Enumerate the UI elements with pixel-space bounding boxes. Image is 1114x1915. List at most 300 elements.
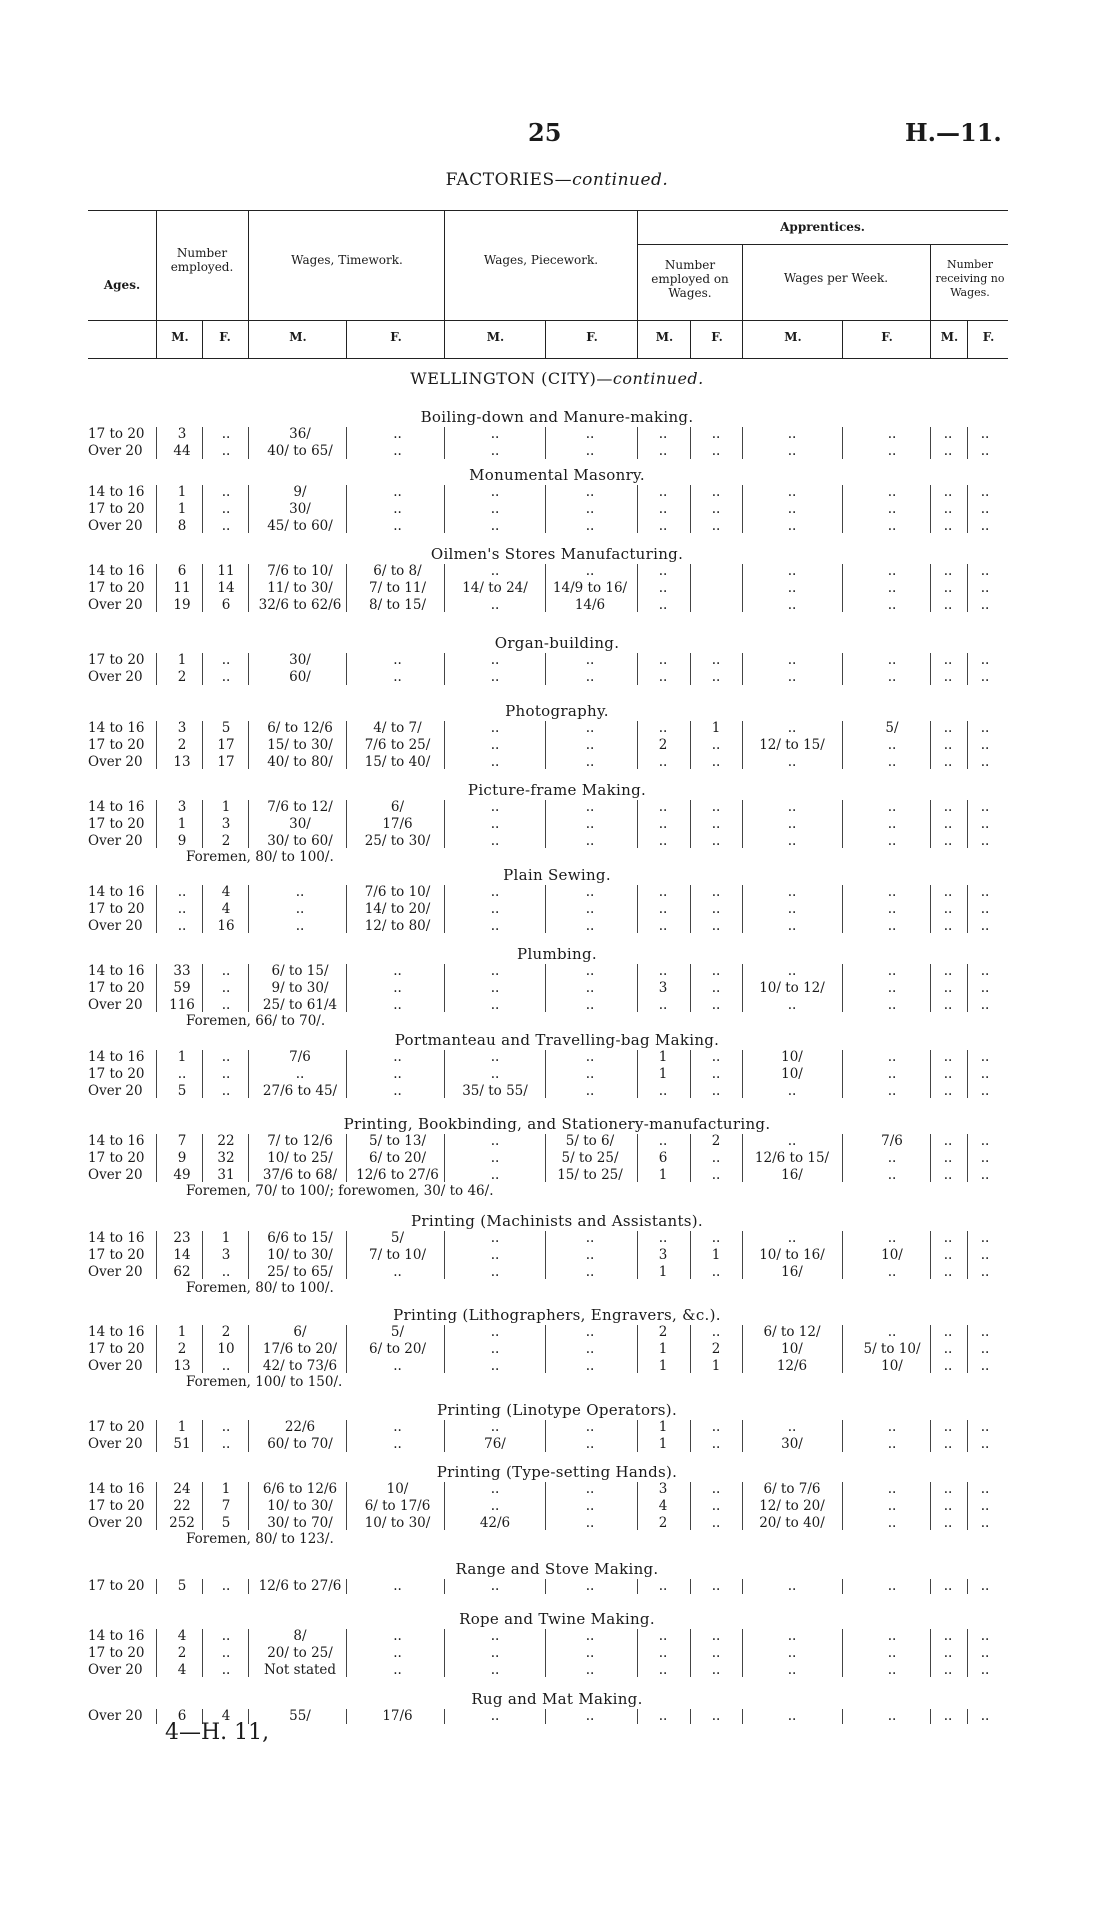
column-rule	[346, 1050, 347, 1098]
header-rm: M.	[940, 330, 959, 344]
cell-pf: ..	[585, 1263, 595, 1280]
cell-af: ..	[711, 1419, 721, 1435]
cell-pm: ..	[490, 1644, 500, 1661]
cell-rf: ..	[980, 799, 990, 815]
cell-rf: ..	[980, 442, 990, 459]
cell-rm: ..	[943, 1708, 953, 1724]
column-rule	[444, 1134, 445, 1182]
column-rule	[842, 1709, 843, 1724]
cell-nm: 2	[177, 668, 187, 685]
cell-nm: 14	[173, 1246, 191, 1263]
cell-am: 1	[658, 1166, 668, 1183]
cell-am: ..	[658, 917, 668, 934]
cell-am: ..	[658, 1133, 668, 1149]
column-rule	[967, 885, 968, 933]
cell-am: ..	[658, 884, 668, 900]
cell-wf: ..	[887, 753, 897, 770]
table-row	[0, 563, 1114, 581]
header-ages: Ages.	[103, 278, 141, 292]
cell-rm: ..	[943, 563, 953, 579]
cell-tm: 7/6	[289, 1049, 311, 1065]
cell-rf: ..	[980, 596, 990, 613]
cell-rf: ..	[980, 1481, 990, 1497]
cell-nf: ..	[221, 426, 231, 442]
cell-am: ..	[658, 799, 668, 815]
cell-rf: ..	[980, 1263, 990, 1280]
cell-nf: ..	[221, 1263, 231, 1280]
cell-tm: 9/	[293, 484, 307, 500]
cell-am: ..	[658, 1230, 668, 1246]
cell-pf: ..	[585, 753, 595, 770]
cell-nf: 3	[221, 815, 231, 832]
cell-af: ..	[711, 1661, 721, 1678]
column-rule	[248, 885, 249, 933]
header-af: F.	[711, 330, 723, 344]
header-nf: F.	[219, 330, 231, 344]
cell-pf: ..	[585, 1708, 595, 1724]
cell-nf: 4	[221, 1708, 231, 1724]
table-row	[0, 669, 1114, 687]
cell-af: ..	[711, 442, 721, 459]
cell-wm: ..	[787, 900, 797, 917]
cell-af: ..	[711, 652, 721, 668]
column-rule	[346, 1629, 347, 1677]
cell-wm: ..	[787, 1661, 797, 1678]
column-rule	[156, 1629, 157, 1677]
column-rule	[248, 1420, 249, 1452]
cell-nm: ..	[177, 884, 187, 900]
cell-nf: ..	[221, 996, 231, 1013]
cell-tm: 7/6 to 10/	[267, 563, 333, 579]
cell-pm: ..	[490, 1166, 500, 1183]
cell-am: 1	[658, 1049, 668, 1065]
cell-am: 2	[658, 736, 668, 753]
column-rule	[444, 800, 445, 848]
cell-af: ..	[711, 832, 721, 849]
cell-pf: ..	[585, 1065, 595, 1082]
column-rule	[545, 564, 546, 612]
table-row	[0, 720, 1114, 738]
column-rule	[346, 800, 347, 848]
cell-tf: 4/ to 7/	[373, 720, 422, 736]
cell-rf: ..	[980, 1324, 990, 1340]
cell-rf: ..	[980, 900, 990, 917]
age-cell: Over 20	[88, 1263, 143, 1280]
column-rule	[842, 1050, 843, 1098]
cell-pm: ..	[490, 736, 500, 753]
cell-am: 4	[658, 1497, 668, 1514]
column-rule	[202, 653, 203, 685]
cell-tm: 30/	[289, 500, 311, 517]
cell-wm: ..	[787, 753, 797, 770]
column-rule	[156, 721, 157, 769]
cell-tf: ..	[393, 426, 402, 442]
cell-am: ..	[658, 442, 668, 459]
table-row	[0, 1049, 1114, 1067]
cell-wm: ..	[787, 1644, 797, 1661]
column-rule	[202, 1050, 203, 1098]
column-rule	[637, 1325, 638, 1373]
cell-pm: ..	[490, 1340, 500, 1357]
cell-rm: ..	[943, 1166, 953, 1183]
cell-af: ..	[711, 1049, 721, 1065]
column-rule	[930, 564, 931, 612]
cell-pf: ..	[585, 979, 595, 996]
column-rule	[444, 427, 445, 459]
cell-pm: ..	[490, 832, 500, 849]
section-title: Organ-building.	[494, 634, 620, 652]
cell-rf: ..	[980, 1065, 990, 1082]
age-cell: Over 20	[88, 1357, 143, 1374]
cell-wm: ..	[787, 1578, 797, 1594]
header-wages-timework: Wages, Timework.	[291, 253, 403, 267]
cell-pf: ..	[585, 884, 595, 900]
column-rule	[637, 1134, 638, 1182]
cell-pf: ..	[585, 1628, 595, 1644]
cell-nm: 11	[173, 579, 191, 596]
column-rule	[248, 1134, 249, 1182]
cell-nm: 116	[169, 996, 195, 1013]
column-rule	[444, 1709, 445, 1724]
cell-wf: ..	[887, 1149, 897, 1166]
cell-rf: ..	[980, 1230, 990, 1246]
cell-pf: ..	[585, 996, 595, 1013]
cell-pm: ..	[490, 596, 500, 613]
column-rule	[967, 1629, 968, 1677]
foremen-note: Foremen, 80/ to 100/.	[186, 1280, 334, 1297]
column-rule	[444, 1482, 445, 1530]
cell-wf: ..	[887, 1082, 897, 1099]
city-title: WELLINGTON (CITY)—continued.	[410, 369, 704, 388]
cell-rm: ..	[943, 979, 953, 996]
column-rule	[444, 564, 445, 612]
column-rule	[742, 653, 743, 685]
cell-rf: ..	[980, 1514, 990, 1531]
cell-wm: ..	[787, 917, 797, 934]
column-rule	[742, 1134, 743, 1182]
cell-af: ..	[711, 753, 721, 770]
cell-tf: 6/ to 17/6	[364, 1497, 431, 1514]
cell-tf: ..	[393, 517, 402, 534]
cell-tf: 14/ to 20/	[364, 900, 431, 917]
column-rule	[842, 1420, 843, 1452]
cell-wf: ..	[887, 1497, 897, 1514]
cell-tm: 30/	[289, 815, 311, 832]
cell-pf: ..	[585, 484, 595, 500]
column-rule	[842, 427, 843, 459]
column-rule	[930, 1420, 931, 1452]
age-cell: 17 to 20	[88, 426, 145, 442]
cell-tf: ..	[393, 1263, 402, 1280]
column-rule	[156, 1134, 157, 1182]
cell-tm: 7/6 to 12/	[267, 799, 333, 815]
cell-wm: ..	[787, 1628, 797, 1644]
table-row	[0, 980, 1114, 998]
cell-wf: ..	[887, 1628, 897, 1644]
cell-pm: ..	[490, 1661, 500, 1678]
cell-tm: 17/6 to 20/	[262, 1340, 338, 1357]
cell-rm: ..	[943, 668, 953, 685]
cell-wm: 10/	[781, 1049, 803, 1065]
table-row	[0, 1247, 1114, 1265]
column-rule	[637, 1709, 638, 1724]
cell-af: 1	[711, 1246, 721, 1263]
cell-af: ..	[711, 426, 721, 442]
cell-rf: ..	[980, 1628, 990, 1644]
cell-nf: ..	[221, 652, 231, 668]
table-row	[0, 1481, 1114, 1499]
age-cell: 17 to 20	[88, 736, 145, 753]
cell-tm: 10/ to 30/	[267, 1497, 333, 1514]
cell-rm: ..	[943, 1230, 953, 1246]
cell-tf: 6/ to 20/	[369, 1340, 426, 1357]
cell-wf: ..	[887, 563, 897, 579]
cell-tf: ..	[393, 979, 402, 996]
cell-tf: 17/6	[382, 1708, 413, 1724]
cell-am: 2	[658, 1514, 668, 1531]
column-rule	[545, 1231, 546, 1279]
cell-af: ..	[711, 1065, 721, 1082]
cell-pf: ..	[585, 1497, 595, 1514]
cell-nm: 3	[177, 799, 187, 815]
age-cell: 14 to 16	[88, 720, 145, 736]
table-row	[0, 652, 1114, 670]
column-rule	[202, 1231, 203, 1279]
column-rule	[156, 653, 157, 685]
column-rule	[202, 885, 203, 933]
column-rule	[690, 564, 691, 612]
cell-wf: 10/	[881, 1246, 903, 1263]
column-rule	[545, 1050, 546, 1098]
header-nm: M.	[171, 330, 189, 344]
column-rule	[842, 721, 843, 769]
cell-nm: 1	[177, 484, 187, 500]
cell-nm: 4	[177, 1628, 187, 1644]
cell-am: ..	[658, 963, 668, 979]
age-cell: 14 to 16	[88, 563, 145, 579]
cell-nf: ..	[221, 1049, 231, 1065]
cell-tf: 5/	[390, 1324, 405, 1340]
cell-nf: ..	[221, 668, 231, 685]
age-cell: 17 to 20	[88, 979, 145, 996]
age-cell: 17 to 20	[88, 1065, 145, 1082]
cell-nm: 24	[173, 1481, 191, 1497]
column-rule	[444, 964, 445, 1012]
cell-wm: ..	[787, 484, 797, 500]
cell-tf: 7/ to 10/	[369, 1246, 426, 1263]
cell-rm: ..	[943, 832, 953, 849]
cell-nf: 1	[221, 799, 231, 815]
column-rule	[444, 485, 445, 533]
cell-nf: 32	[217, 1149, 235, 1166]
cell-pf: 5/ to 25/	[561, 1149, 619, 1166]
cell-nf: 10	[217, 1340, 235, 1357]
cell-tm: 27/6 to 45/	[262, 1082, 338, 1099]
cell-pm: ..	[490, 1230, 500, 1246]
cell-pm: ..	[490, 1149, 500, 1166]
cell-pf: ..	[585, 563, 595, 579]
table-row	[0, 597, 1114, 615]
cell-rf: ..	[980, 917, 990, 934]
cell-nm: 6	[177, 1708, 187, 1724]
column-rule	[202, 1579, 203, 1594]
section-title: Portmanteau and Travelling-bag Making.	[394, 1031, 720, 1049]
column-rule	[545, 485, 546, 533]
cell-nf: 17	[217, 736, 235, 753]
cell-tm: 15/ to 30/	[267, 736, 333, 753]
cell-af: ..	[711, 1263, 721, 1280]
cell-wm: ..	[787, 563, 797, 579]
column-rule	[930, 1325, 931, 1373]
column-rule	[248, 1629, 249, 1677]
table-row	[0, 1419, 1114, 1437]
column-rule	[545, 1629, 546, 1677]
cell-tm: 36/	[289, 426, 311, 442]
table-row	[0, 1150, 1114, 1168]
cell-rm: ..	[943, 963, 953, 979]
table-row	[0, 1436, 1114, 1454]
column-rule	[346, 964, 347, 1012]
age-cell: 17 to 20	[88, 900, 145, 917]
column-rule	[545, 427, 546, 459]
table-row	[0, 1645, 1114, 1663]
cell-tf: 15/ to 40/	[364, 753, 431, 770]
column-rule	[842, 885, 843, 933]
cell-pm: ..	[490, 996, 500, 1013]
cell-wm: ..	[787, 668, 797, 685]
column-rule	[742, 885, 743, 933]
cell-tm: 8/	[293, 1628, 307, 1644]
cell-wf: 5/	[885, 720, 899, 736]
header-wages-piecework: Wages, Piecework.	[483, 253, 599, 267]
column-rule	[202, 1325, 203, 1373]
cell-wm: ..	[787, 500, 797, 517]
cell-wm: ..	[787, 996, 797, 1013]
column-rule	[545, 800, 546, 848]
column-rule	[637, 1579, 638, 1594]
cell-tf: ..	[393, 1435, 402, 1452]
age-cell: 14 to 16	[88, 963, 145, 979]
cell-rm: ..	[943, 596, 953, 613]
column-rule	[742, 1231, 743, 1279]
cell-nm: 2	[177, 1644, 187, 1661]
cell-rm: ..	[943, 426, 953, 442]
cell-rf: ..	[980, 1497, 990, 1514]
cell-pm: ..	[490, 484, 500, 500]
column-rule	[156, 1420, 157, 1452]
cell-rf: ..	[980, 884, 990, 900]
cell-nm: 4	[177, 1661, 187, 1678]
cell-tf: ..	[393, 1628, 402, 1644]
table-row	[0, 1498, 1114, 1516]
cell-rf: ..	[980, 1149, 990, 1166]
column-rule	[346, 485, 347, 533]
cell-pf: ..	[585, 1514, 595, 1531]
column-rule	[930, 485, 931, 533]
cell-tm: 12/6 to 27/6	[258, 1578, 342, 1594]
column-rule	[637, 1050, 638, 1098]
age-cell: 14 to 16	[88, 884, 145, 900]
cell-nf: ..	[221, 979, 231, 996]
table-row	[0, 1358, 1114, 1376]
column-rule	[967, 964, 968, 1012]
column-rule	[346, 1231, 347, 1279]
cell-af: ..	[711, 736, 721, 753]
cell-tm: Not stated	[263, 1661, 337, 1678]
column-rule	[842, 1629, 843, 1677]
cell-af: ..	[711, 1514, 721, 1531]
cell-wm: ..	[787, 799, 797, 815]
column-rule	[690, 1325, 691, 1373]
cell-tm: 37/6 to 68/	[262, 1166, 338, 1183]
cell-nf: 31	[217, 1166, 235, 1183]
cell-pf: ..	[585, 832, 595, 849]
cell-nm: ..	[177, 900, 187, 917]
cell-nf: 4	[221, 884, 231, 900]
cell-tm: ..	[295, 1065, 305, 1082]
cell-rm: ..	[943, 1628, 953, 1644]
header-pf: F.	[586, 330, 598, 344]
foremen-note: Foremen, 80/ to 100/.	[186, 849, 334, 866]
table-row	[0, 997, 1114, 1015]
header-wf: F.	[881, 330, 893, 344]
cell-pm: ..	[490, 1049, 500, 1065]
cell-wm: ..	[787, 884, 797, 900]
header-apprentices-wages: Wages per Week.	[783, 271, 889, 285]
cell-af: ..	[711, 1149, 721, 1166]
cell-wm: ..	[787, 1082, 797, 1099]
cell-pm: ..	[490, 979, 500, 996]
section-title: Rug and Mat Making.	[471, 1690, 643, 1708]
column-rule	[967, 1482, 968, 1530]
column-rule	[690, 653, 691, 685]
cell-pf: ..	[585, 1230, 595, 1246]
foremen-note: Foremen, 80/ to 123/.	[186, 1531, 334, 1548]
age-cell: 17 to 20	[88, 815, 145, 832]
table-row	[0, 816, 1114, 834]
table-row	[0, 754, 1114, 772]
column-rule	[248, 427, 249, 459]
cell-pm: ..	[490, 1133, 500, 1149]
cell-rm: ..	[943, 1357, 953, 1374]
cell-nf: ..	[221, 1357, 231, 1374]
cell-rf: ..	[980, 1419, 990, 1435]
cell-wm: ..	[787, 815, 797, 832]
header-rf: F.	[982, 330, 995, 344]
cell-pf: 5/ to 6/	[565, 1133, 615, 1149]
cell-pm: ..	[490, 963, 500, 979]
cell-af: ..	[711, 1082, 721, 1099]
cell-am: ..	[658, 579, 668, 596]
column-rule	[930, 964, 931, 1012]
column-rule	[967, 1231, 968, 1279]
cell-pf: ..	[585, 517, 595, 534]
cell-rf: ..	[980, 426, 990, 442]
cell-nf: ..	[221, 963, 231, 979]
cell-af: 2	[711, 1133, 721, 1149]
cell-rm: ..	[943, 815, 953, 832]
table-row	[0, 518, 1114, 536]
cell-pf: ..	[585, 736, 595, 753]
cell-wm: 16/	[781, 1166, 803, 1183]
cell-wf: ..	[887, 442, 897, 459]
column-rule	[637, 485, 638, 533]
column-rule	[444, 1231, 445, 1279]
age-cell: Over 20	[88, 1708, 143, 1724]
cell-am: ..	[658, 900, 668, 917]
column-rule	[742, 964, 743, 1012]
cell-rf: ..	[980, 832, 990, 849]
